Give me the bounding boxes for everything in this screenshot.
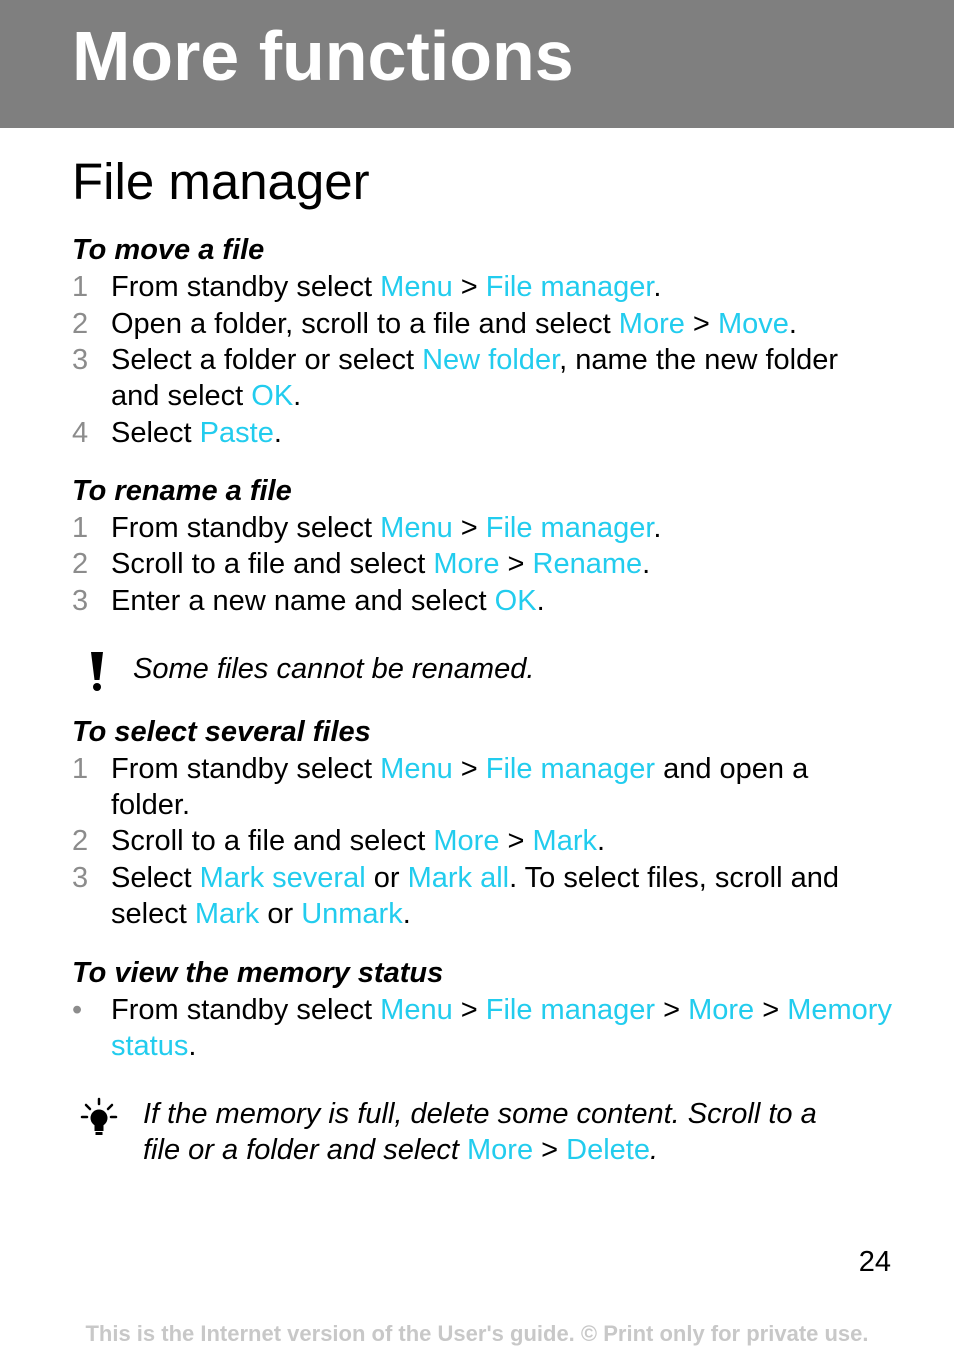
menu-link: Menu bbox=[380, 512, 453, 544]
bullet-text: From standby select Menu > File manager > More > Memory status. bbox=[111, 994, 892, 1062]
move-heading: To move a file bbox=[72, 234, 265, 266]
file-manager-link: File manager bbox=[485, 994, 656, 1026]
step-number: 1 bbox=[72, 753, 89, 785]
step-text: Scroll to a file and select More > Rename. bbox=[111, 548, 651, 580]
select-step-1 bbox=[72, 751, 892, 823]
mark-all-link: Mark all bbox=[407, 862, 510, 894]
rename-link: Rename bbox=[532, 548, 643, 580]
select-step-3 bbox=[72, 860, 892, 932]
step-number: 1 bbox=[72, 512, 89, 544]
memory-status-link: Memory status bbox=[111, 994, 892, 1062]
ok-link: OK bbox=[494, 585, 537, 617]
delete-link: Delete bbox=[566, 1134, 650, 1166]
step-number: 3 bbox=[72, 585, 89, 617]
paste-link: Paste bbox=[199, 417, 274, 449]
step-text: Select Mark several or Mark all. To select files, scroll and select Mark or Unmark. bbox=[111, 862, 839, 930]
mark-link: Mark bbox=[194, 898, 260, 930]
file-manager-link: File manager bbox=[485, 512, 654, 544]
bullet: • bbox=[72, 994, 83, 1026]
step-text: Select Paste. bbox=[111, 417, 282, 449]
exclamation-icon bbox=[87, 650, 107, 694]
step-number: 2 bbox=[72, 308, 89, 340]
step-number: 3 bbox=[72, 862, 89, 894]
move-step-4 bbox=[72, 415, 892, 451]
chapter-title: More functions bbox=[72, 17, 574, 95]
memory-tip: If the memory is full, delete some content. Scroll to a file or a folder and select More > Delete. bbox=[143, 1098, 817, 1166]
memory-bullet-item bbox=[72, 992, 892, 1064]
menu-link: Menu bbox=[380, 994, 453, 1026]
move-step-1 bbox=[72, 269, 892, 305]
step-text: From standby select Menu > File manager. bbox=[111, 512, 662, 544]
more-link: More bbox=[467, 1134, 534, 1166]
move-step-3 bbox=[72, 342, 892, 414]
rename-step-2 bbox=[72, 546, 892, 582]
mark-link: Mark bbox=[532, 825, 597, 857]
more-link: More bbox=[688, 994, 755, 1026]
rename-note: Some files cannot be renamed. bbox=[133, 653, 535, 685]
step-text: Select a folder or select New folder, name the new folder and select OK. bbox=[111, 344, 839, 412]
step-number: 2 bbox=[72, 548, 89, 580]
memory-heading: To view the memory status bbox=[72, 957, 444, 989]
file-manager-link: File manager bbox=[485, 753, 656, 785]
step-number: 2 bbox=[72, 825, 89, 857]
rename-step-3 bbox=[72, 583, 892, 619]
unmark-link: Unmark bbox=[301, 898, 403, 930]
page-number: 24 bbox=[858, 1246, 891, 1278]
rename-step-1 bbox=[72, 510, 892, 546]
step-text: Scroll to a file and select More > Mark. bbox=[111, 825, 606, 857]
rename-heading: To rename a file bbox=[72, 475, 292, 507]
new-folder-link: New folder bbox=[422, 344, 560, 376]
move-link: Move bbox=[717, 308, 789, 340]
file-manager-link: File manager bbox=[485, 271, 654, 303]
more-link: More bbox=[433, 825, 500, 857]
more-link: More bbox=[433, 548, 500, 580]
mark-several-link: Mark several bbox=[199, 862, 366, 894]
step-number: 1 bbox=[72, 271, 89, 303]
move-step-2 bbox=[72, 306, 892, 342]
menu-link: Menu bbox=[380, 753, 453, 785]
select-heading: To select several files bbox=[72, 716, 371, 748]
step-number: 3 bbox=[72, 344, 89, 376]
more-link: More bbox=[618, 308, 685, 340]
section-title: File manager bbox=[72, 153, 370, 210]
lightbulb-icon bbox=[80, 1097, 118, 1139]
footer-disclaimer: This is the Internet version of the User's guide. © Print only for private use. bbox=[85, 1321, 869, 1346]
ok-link: OK bbox=[251, 380, 294, 412]
step-text: From standby select Menu > File manager and open a folder. bbox=[111, 753, 809, 821]
select-step-2 bbox=[72, 823, 892, 859]
chapter-banner bbox=[0, 0, 954, 128]
step-text: Open a folder, scroll to a file and select More > Move. bbox=[111, 308, 797, 340]
step-text: Enter a new name and select OK. bbox=[111, 585, 545, 617]
step-text: From standby select Menu > File manager. bbox=[111, 271, 662, 303]
step-number: 4 bbox=[72, 417, 89, 449]
menu-link: Menu bbox=[380, 271, 453, 303]
